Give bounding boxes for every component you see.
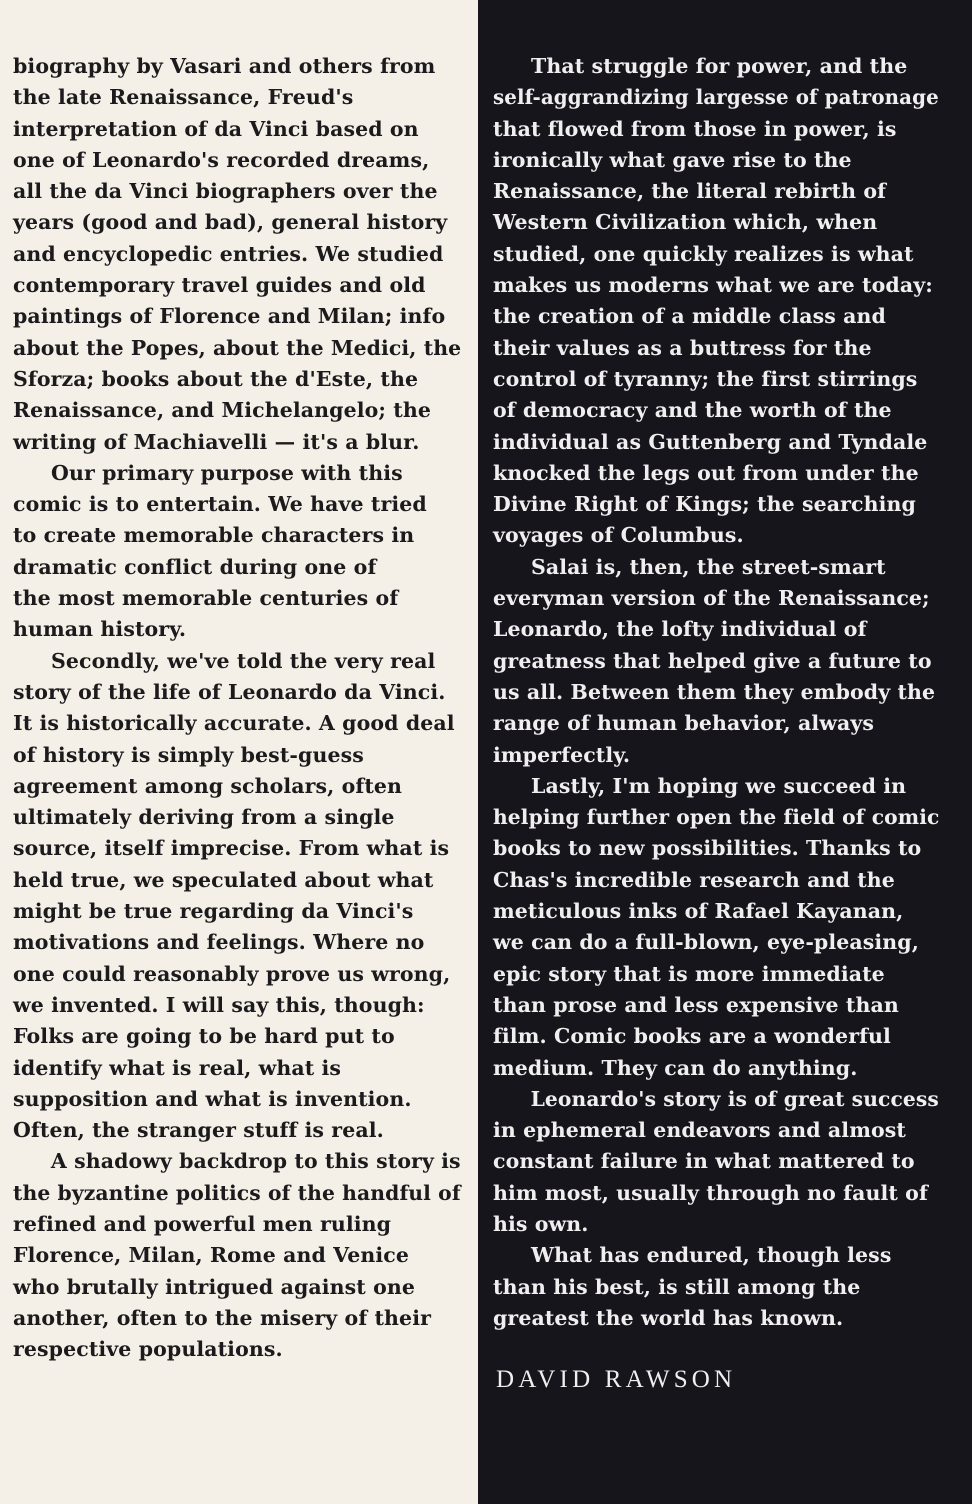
text-line: held true, we speculated about what [13, 867, 434, 892]
text-line: his own. [493, 1211, 589, 1236]
text-line: books to new possibilities. Thanks to [493, 836, 922, 861]
text-line: everyman version of the Renaissance; [493, 586, 930, 611]
paragraph-start-line: Salai is, then, the street-smart [531, 554, 886, 579]
text-line: the most memorable centuries of [13, 586, 399, 611]
text-line: Often, the stranger stuff is real. [13, 1118, 384, 1143]
text-line: Renaissance, and Michelangelo; the [13, 398, 432, 423]
text-line: years (good and bad), general history [13, 210, 448, 235]
text-line: interpretation of da Vinci based on [13, 116, 419, 141]
text-line: range of human behavior, always [493, 711, 875, 736]
text-line: all the da Vinci biographers over the [13, 179, 438, 204]
text-line: the byzantine politics of the handful of [13, 1180, 461, 1205]
right-column-text [493, 51, 939, 1334]
text-line: studied, one quickly realizes is what [493, 241, 914, 266]
right-column [478, 0, 972, 1504]
text-line: who brutally intrigued against one [13, 1274, 416, 1299]
text-line: greatness that helped give a future to [493, 648, 932, 673]
text-line: their values as a buttress for the [493, 335, 872, 360]
text-line: epic story that is more immediate [493, 961, 885, 986]
text-line: ironically what gave rise to the [493, 147, 852, 172]
text-line: of democracy and the worth of the [493, 398, 892, 423]
text-line: respective populations. [13, 1337, 283, 1362]
paragraph-start-line: What has endured, though less [531, 1243, 892, 1268]
text-line: one could reasonably prove us wrong, [13, 961, 451, 986]
text-line: individual as Guttenberg and Tyndale [493, 429, 928, 454]
text-line: us all. Between them they embody the [493, 679, 936, 704]
text-line: source, itself imprecise. From what is [13, 836, 450, 861]
text-line: Western Civilization which, when [493, 210, 878, 235]
text-line: supposition and what is invention. [13, 1086, 412, 1111]
text-line: film. Comic books are a wonderful [493, 1024, 891, 1049]
text-line: refined and powerful men ruling [13, 1211, 392, 1236]
text-line: him most, usually through no fault of [493, 1180, 928, 1205]
text-line: motivations and feelings. Where no [13, 930, 425, 955]
text-line: self-aggrandizing largesse of patronage [493, 85, 939, 110]
text-line: dramatic conflict during one of [13, 554, 377, 579]
text-line: writing of Machiavelli — it's a blur. [13, 429, 420, 454]
text-line: knocked the legs out from under the [493, 460, 919, 485]
paragraph-start-line: A shadowy backdrop to this story is [50, 1149, 461, 1174]
text-line: greatest the world has known. [493, 1305, 844, 1330]
text-line: constant failure in what mattered to [493, 1149, 915, 1174]
text-line: might be true regarding da Vinci's [13, 899, 414, 924]
left-column-text [13, 51, 461, 1365]
paragraph-start-line: Lastly, I'm hoping we succeed in [531, 773, 907, 798]
text-line: It is historically accurate. A good deal [13, 711, 455, 736]
text-line: we invented. I will say this, though: [13, 992, 425, 1017]
text-line: that flowed from those in power, is [493, 116, 897, 141]
text-line: another, often to the misery of their [13, 1305, 431, 1330]
text-line: story of the life of Leonardo da Vinci. [13, 679, 446, 704]
text-line: control of tyranny; the first stirrings [493, 366, 918, 391]
text-line: Renaissance, the literal rebirth of [493, 179, 887, 204]
text-line: helping further open the field of comic [493, 805, 940, 830]
left-column [0, 0, 478, 1504]
text-line: ultimately deriving from a single [13, 805, 395, 830]
text-line: and encyclopedic entries. We studied [13, 241, 444, 266]
text-line: than prose and less expensive than [493, 992, 899, 1017]
paragraph-start-line: Our primary purpose with this [51, 460, 403, 485]
text-line: Divine Right of Kings; the searching [493, 492, 916, 517]
text-line: makes us moderns what we are today: [493, 273, 933, 298]
text-line: imperfectly. [493, 742, 631, 767]
text-line: Leonardo, the lofty individual of [493, 617, 867, 642]
text-line: comic is to entertain. We have tried [13, 492, 427, 517]
text-line: Folks are going to be hard put to [13, 1024, 395, 1049]
text-line: than his best, is still among the [493, 1274, 861, 1299]
text-line: to create memorable characters in [13, 523, 415, 548]
paragraph-start-line: That struggle for power, and the [531, 54, 908, 78]
text-line: the late Renaissance, Freud's [13, 85, 354, 110]
text-line: one of Leonardo's recorded dreams, [13, 147, 430, 172]
text-line: of history is simply best-guess [13, 742, 364, 767]
text-line: paintings of Florence and Milan; info [13, 304, 446, 329]
text-line: human history. [13, 617, 187, 642]
text-line: voyages of Columbus. [493, 523, 744, 548]
author-signature: DAVID RAWSON [496, 1366, 737, 1393]
text-line: the creation of a middle class and [493, 304, 886, 329]
text-line: we can do a full-blown, eye-pleasing, [493, 930, 919, 955]
text-line: medium. They can do anything. [493, 1055, 858, 1080]
text-line: agreement among scholars, often [13, 773, 403, 798]
paragraph-start-line: Secondly, we've told the very real [51, 648, 436, 673]
text-line: Sforza; books about the d'Este, the [13, 366, 419, 391]
paragraph-start-line: Leonardo's story is of great success [530, 1086, 939, 1111]
text-line: meticulous inks of Rafael Kayanan, [493, 899, 904, 924]
text-line: Florence, Milan, Rome and Venice [13, 1243, 410, 1268]
text-line: biography by Vasari and others from [13, 54, 436, 78]
text-line: in ephemeral endeavors and almost [493, 1118, 906, 1143]
text-line: about the Popes, about the Medici, the [13, 335, 462, 360]
text-line: contemporary travel guides and old [13, 273, 426, 298]
text-line: identify what is real, what is [13, 1055, 342, 1080]
text-line: Chas's incredible research and the [493, 867, 895, 892]
